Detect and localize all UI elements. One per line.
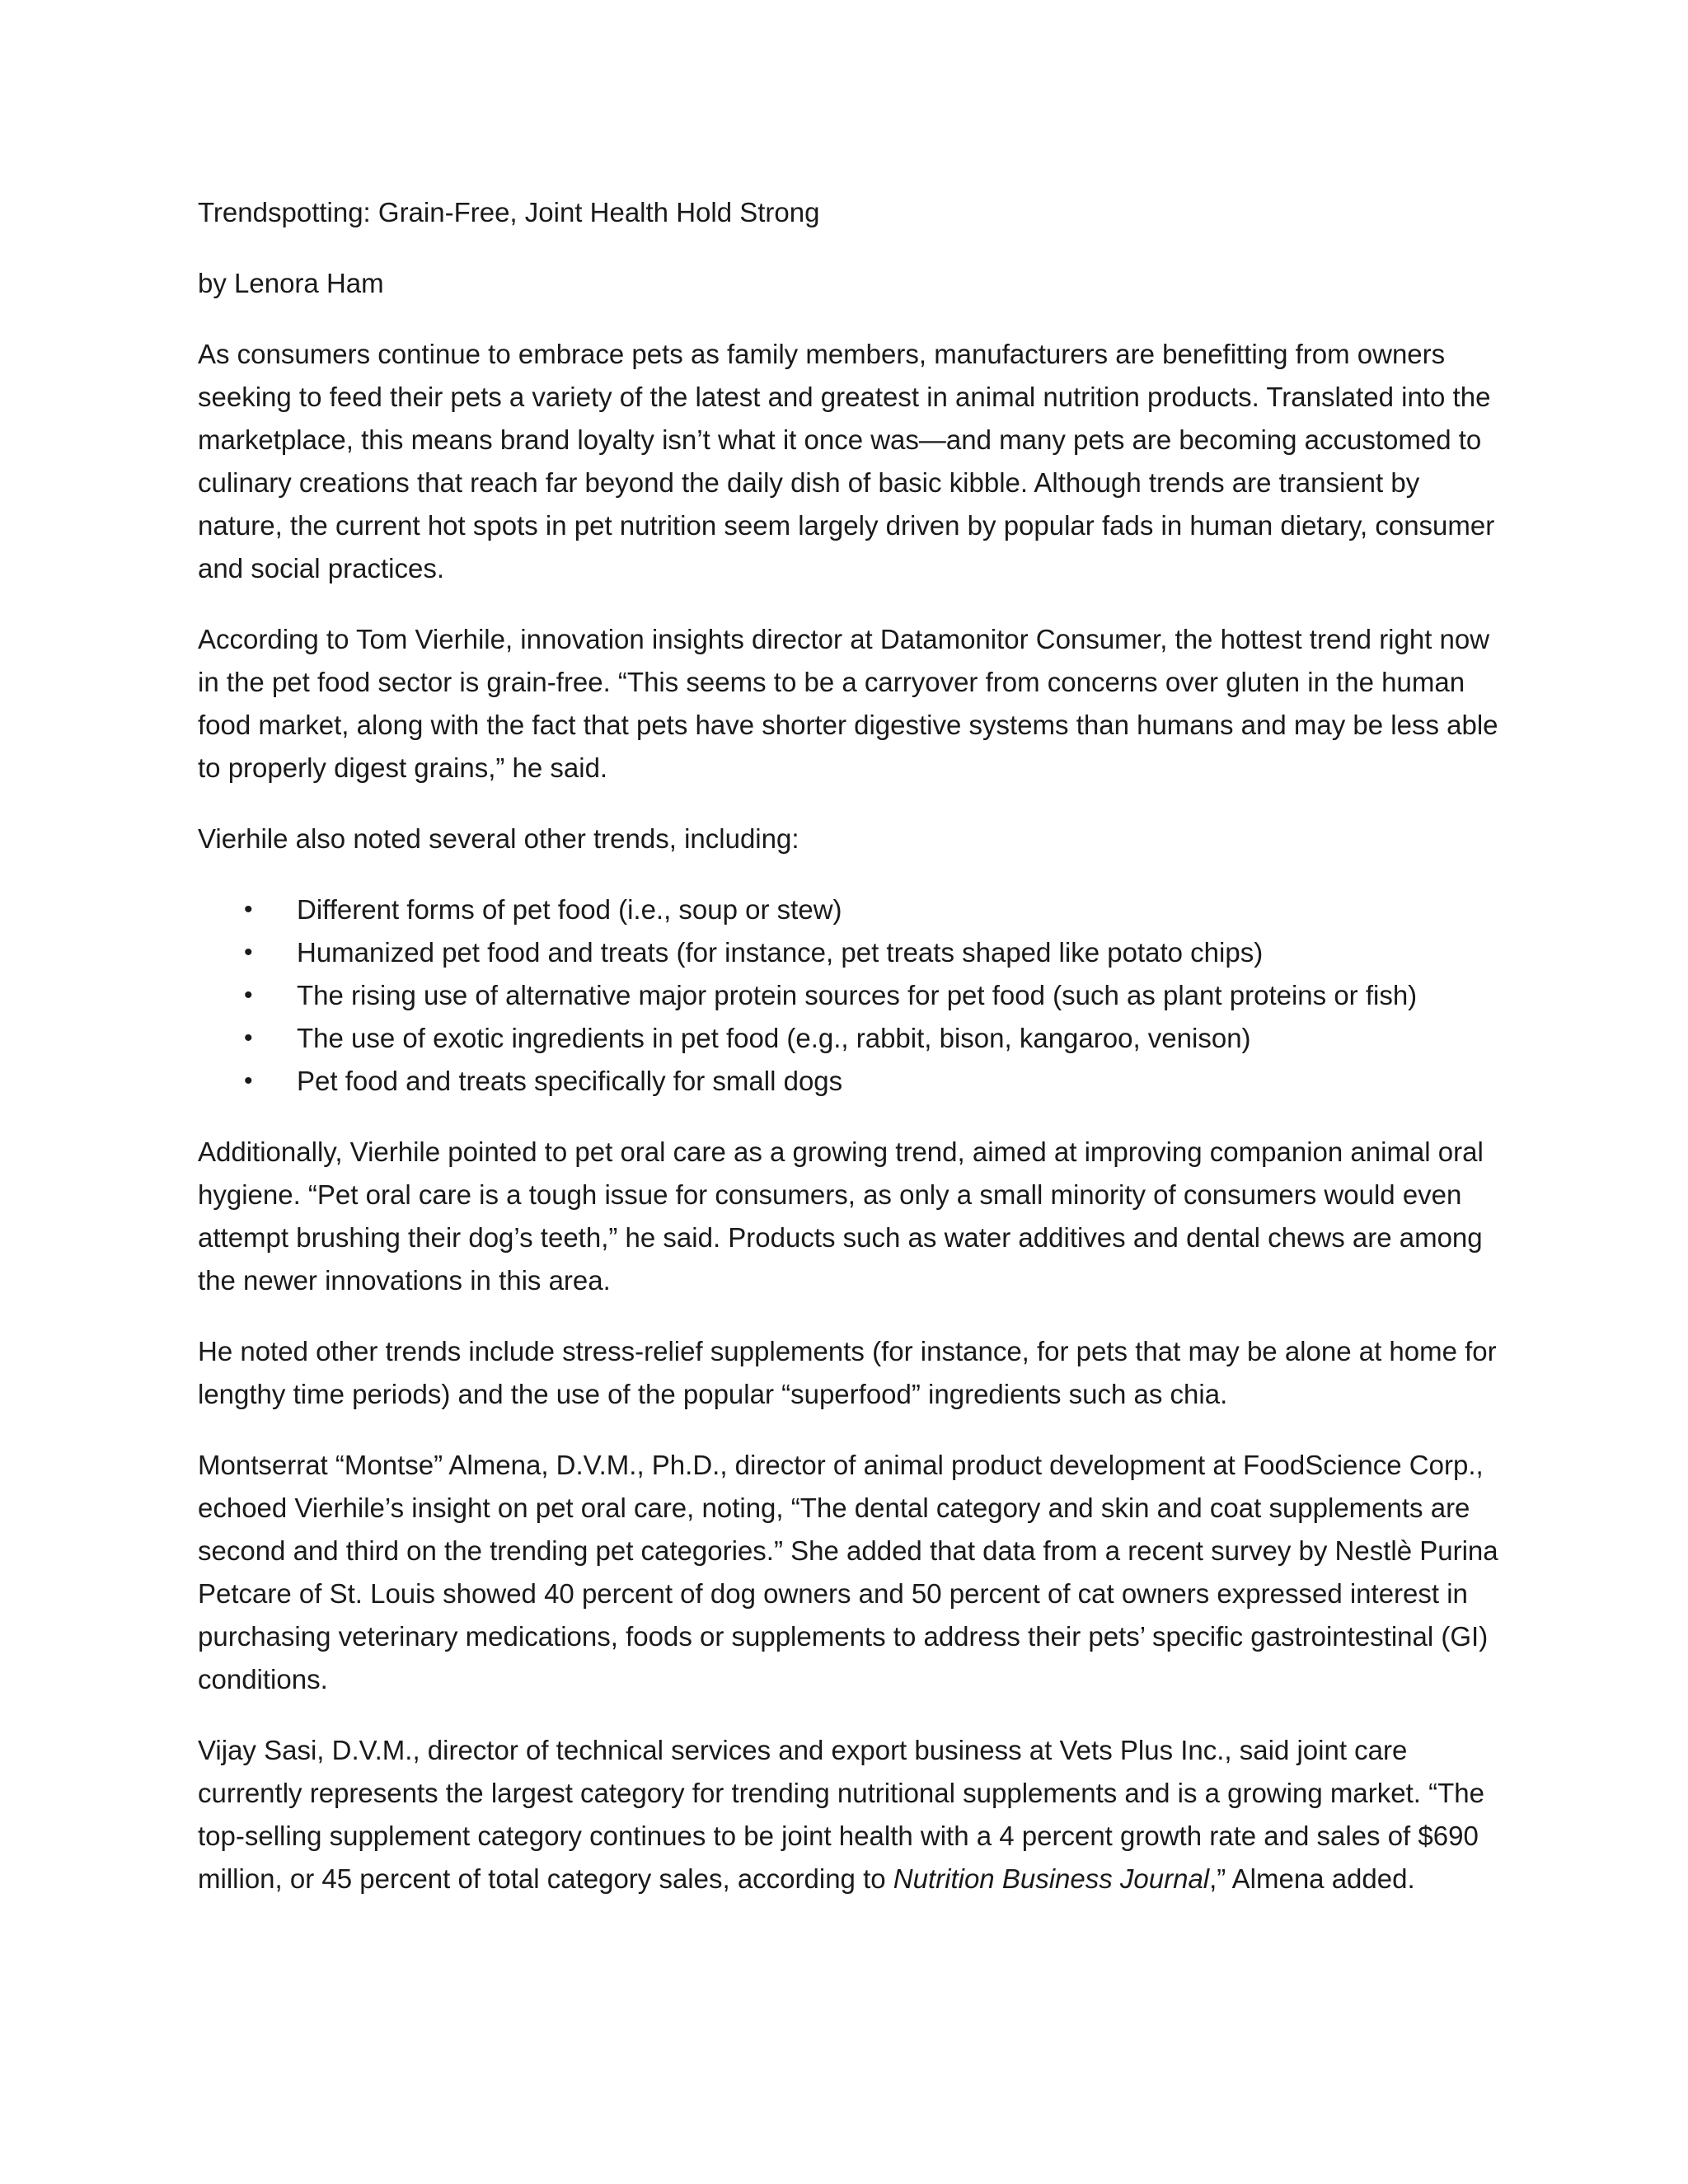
bullet-icon: • [244, 1067, 253, 1094]
list-item-text: Pet food and treats specifically for small dogs [297, 1066, 843, 1096]
list-item [244, 1017, 1500, 1060]
document-page [198, 191, 1500, 1929]
paragraph-trends-lead: Vierhile also noted several other trends, including: [198, 823, 799, 854]
list-item-text: The use of exotic ingredients in pet food (e.g., rabbit, bison, kangaroo, venison) [297, 1023, 1251, 1053]
list-item [244, 931, 1500, 974]
list-item [244, 1060, 1500, 1103]
paragraph-almena: Montserrat “Montse” Almena, D.V.M., Ph.D., director of animal product development at FoodScience Corp., echoed Vierhile’s insight on pet oral care, noting, “The dental category and skin and coat supplements are second and third on the trending pet categories.” She added that data from a recent survey by Nestlè Purina Petcare of St. Louis showed 40 percent of dog owners and 50 percent of cat owners expressed interest in purchasing veterinary medications, foods or supplements to address their pets’ specific gastrointestinal (GI) conditions. [198, 1450, 1498, 1694]
list-item-text: Different forms of pet food (i.e., soup or stew) [297, 894, 842, 925]
bullet-icon: • [244, 939, 253, 966]
article-title: Trendspotting: Grain-Free, Joint Health Hold Strong [198, 197, 820, 227]
paragraph-grain-free: According to Tom Vierhile, innovation insights director at Datamonitor Consumer, the hottest trend right now in the pet food sector is grain-free. “This seems to be a carryover from concerns over gluten in the human food market, along with the fact that pets have shorter digestive systems than humans and may be less able to properly digest grains,” he said. [198, 624, 1498, 783]
joint-care-text-end: ,” Almena added. [1209, 1863, 1415, 1894]
trend-list [198, 888, 1500, 1103]
joint-care-text: Vijay Sasi, D.V.M., director of technical services and export business at Vets Plus Inc., said joint care currently represents the largest category for trending nutritional supplements and is a growing market. “The top-selling supplement category continues to be joint health with a 4 percent growth rate and sales of $690 million, or 45 percent of total category sales, according to [198, 1735, 1484, 1894]
paragraph-oral-care: Additionally, Vierhile pointed to pet oral care as a growing trend, aimed at improving companion animal oral hygiene. “Pet oral care is a tough issue for consumers, as only a small minority of consumers would even attempt brushing their dog’s teeth,” he said. Products such as water additives and dental chews are among the newer innovations in this area. [198, 1137, 1484, 1296]
list-item [244, 974, 1500, 1017]
bullet-icon: • [244, 982, 253, 1009]
bullet-icon: • [244, 896, 253, 923]
paragraph-stress-relief: He noted other trends include stress-relief supplements (for instance, for pets that may be alone at home for lengthy time periods) and the use of the popular “superfood” ingredients such as chia. [198, 1336, 1497, 1409]
list-item-text: Humanized pet food and treats (for instance, pet treats shaped like potato chips) [297, 937, 1264, 968]
list-item-text: The rising use of alternative major protein sources for pet food (such as plant proteins or fish) [297, 980, 1418, 1010]
paragraph-intro: As consumers continue to embrace pets as family members, manufacturers are benefitting from owners seeking to feed their pets a variety of the latest and greatest in animal nutrition products. Translated into the marketplace, this means brand loyalty isn’t what it once was—and many pets are becoming accustomed to culinary creations that reach far beyond the daily dish of basic kibble. Although trends are transient by nature, the current hot spots in pet nutrition seem largely driven by popular fads in human dietary, consumer and social practices. [198, 339, 1495, 583]
paragraph-joint-care [198, 1729, 1500, 1900]
list-item [244, 888, 1500, 931]
bullet-icon: • [244, 1024, 253, 1052]
publication-name: Nutrition Business Journal [893, 1863, 1210, 1894]
article-byline: by Lenora Ham [198, 268, 384, 298]
